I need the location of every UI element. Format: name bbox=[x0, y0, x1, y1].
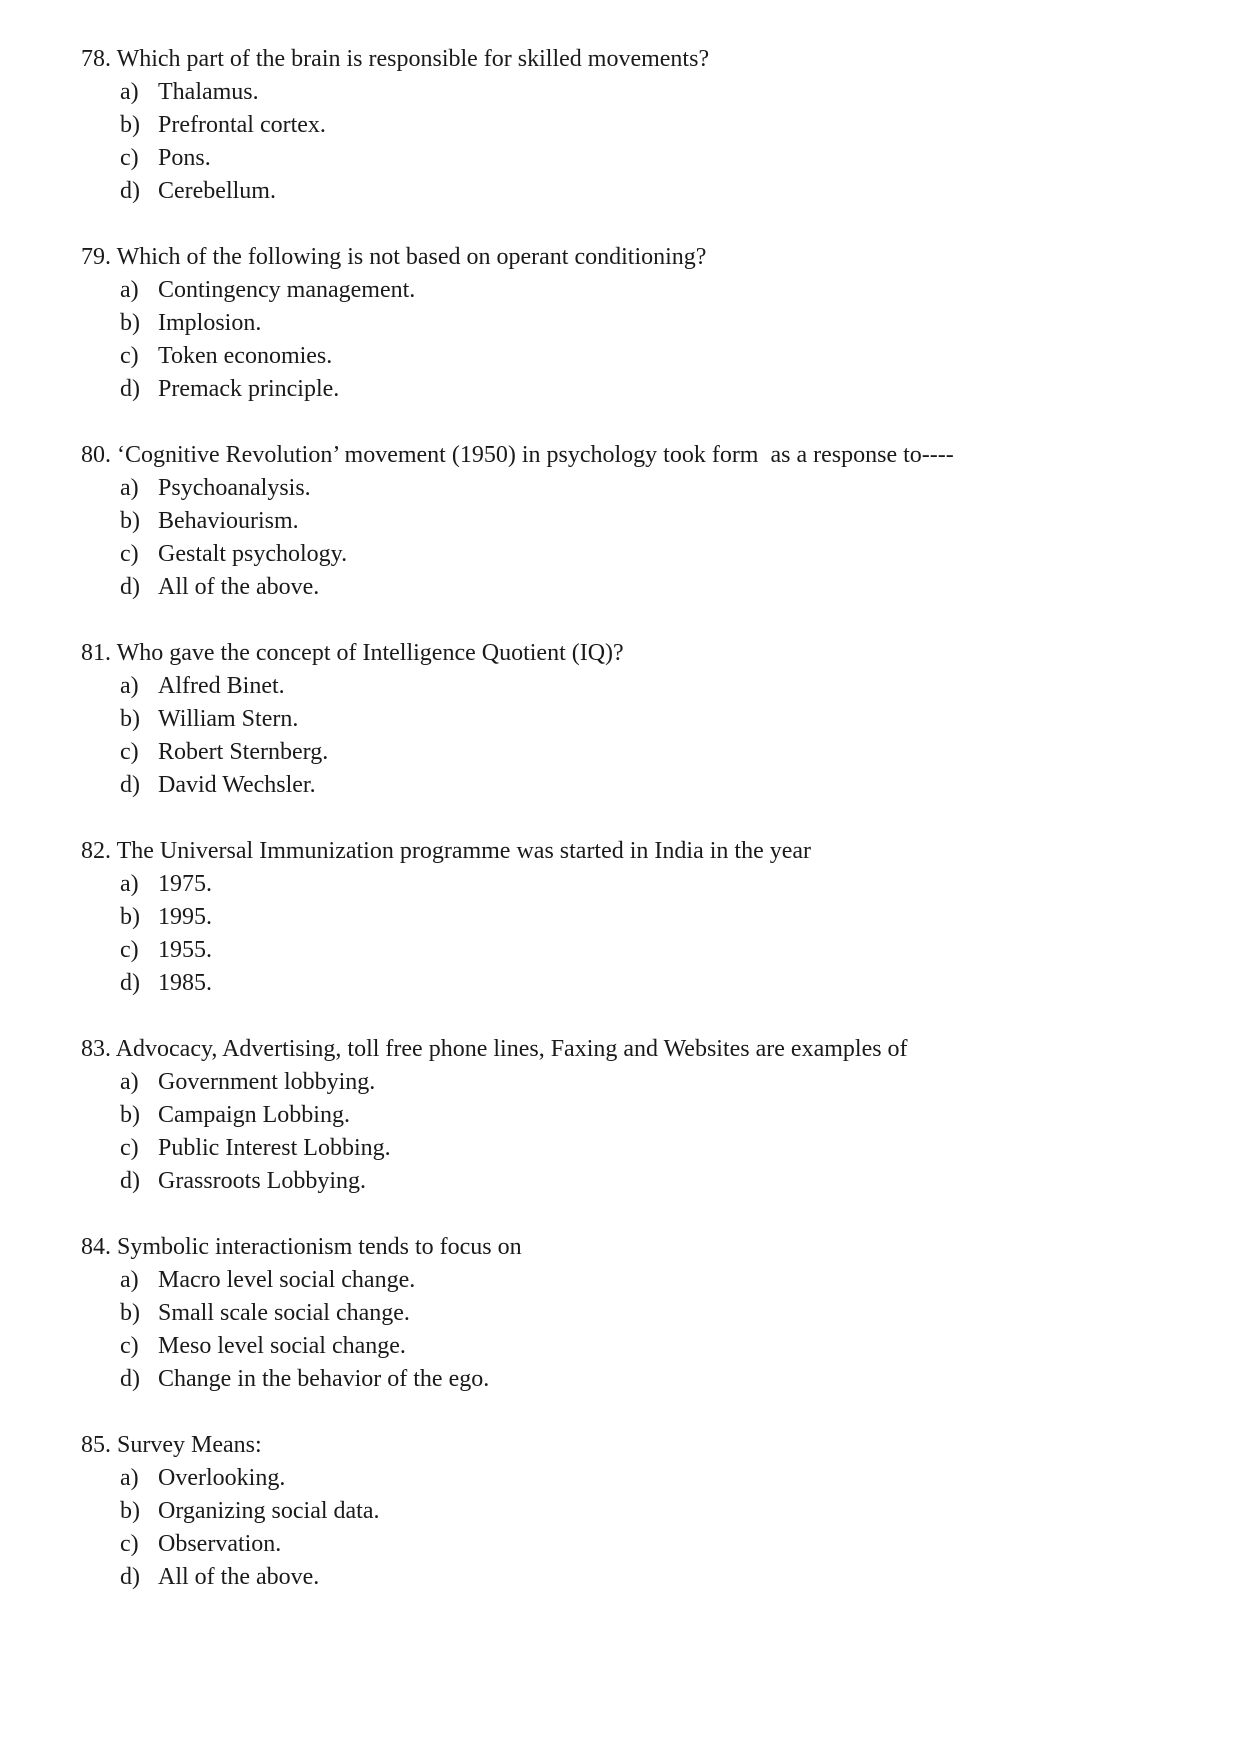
question-stem bbox=[81, 43, 1181, 76]
option-c bbox=[81, 1132, 1181, 1165]
question-83 bbox=[81, 1033, 1181, 1198]
option-letter: d) bbox=[120, 1366, 140, 1392]
question-number: 82. bbox=[81, 838, 111, 864]
option-text: 1975. bbox=[158, 871, 212, 897]
question-text: Which of the following is not based on operant conditioning? bbox=[116, 244, 707, 270]
option-d bbox=[81, 571, 1181, 604]
question-81 bbox=[81, 637, 1181, 802]
option-letter: a) bbox=[120, 1069, 139, 1095]
option-letter: c) bbox=[120, 343, 139, 369]
question-number: 81. bbox=[81, 640, 111, 666]
option-letter: a) bbox=[120, 475, 139, 501]
option-letter: a) bbox=[120, 871, 139, 897]
option-b bbox=[81, 307, 1181, 340]
option-a bbox=[81, 868, 1181, 901]
option-d bbox=[81, 1363, 1181, 1396]
question-stem bbox=[81, 835, 1181, 868]
question-84 bbox=[81, 1231, 1181, 1396]
option-text: Change in the behavior of the ego. bbox=[158, 1366, 490, 1392]
options-list bbox=[81, 868, 1181, 1000]
option-letter: d) bbox=[120, 574, 140, 600]
option-letter: a) bbox=[120, 1267, 139, 1293]
option-a bbox=[81, 1264, 1181, 1297]
option-a bbox=[81, 274, 1181, 307]
option-letter: d) bbox=[120, 970, 140, 996]
option-letter: b) bbox=[120, 310, 140, 336]
option-text: Macro level social change. bbox=[158, 1267, 416, 1293]
option-text: Psychoanalysis. bbox=[158, 475, 311, 501]
question-text: Who gave the concept of Intelligence Quotient (IQ)? bbox=[116, 640, 624, 666]
question-number: 83. bbox=[81, 1036, 111, 1062]
option-text: 1955. bbox=[158, 937, 212, 963]
option-letter: b) bbox=[120, 1498, 140, 1524]
question-85 bbox=[81, 1429, 1181, 1594]
option-letter: d) bbox=[120, 772, 140, 798]
option-letter: a) bbox=[120, 277, 139, 303]
question-80 bbox=[81, 439, 1181, 604]
option-letter: a) bbox=[120, 673, 139, 699]
option-text: Robert Sternberg. bbox=[158, 739, 329, 765]
option-b bbox=[81, 1099, 1181, 1132]
option-d bbox=[81, 1165, 1181, 1198]
option-text: Premack principle. bbox=[158, 376, 340, 402]
question-82 bbox=[81, 835, 1181, 1000]
option-c bbox=[81, 1528, 1181, 1561]
question-text: Advocacy, Advertising, toll free phone lines, Faxing and Websites are examples of bbox=[115, 1036, 908, 1062]
question-number: 79. bbox=[81, 244, 111, 270]
option-letter: a) bbox=[120, 1465, 139, 1491]
option-c bbox=[81, 1330, 1181, 1363]
option-letter: b) bbox=[120, 112, 140, 138]
question-number: 85. bbox=[81, 1432, 111, 1458]
option-letter: c) bbox=[120, 1135, 139, 1161]
question-text: ‘Cognitive Revolution’ movement (1950) in psychology took form as a response to---- bbox=[117, 442, 954, 468]
option-letter: b) bbox=[120, 706, 140, 732]
option-text: All of the above. bbox=[158, 1564, 320, 1590]
question-text: Which part of the brain is responsible for skilled movements? bbox=[116, 46, 710, 72]
question-text: The Universal Immunization programme was started in India in the year bbox=[116, 838, 812, 864]
option-letter: c) bbox=[120, 541, 139, 567]
question-number: 80. bbox=[81, 442, 111, 468]
question-stem bbox=[81, 637, 1181, 670]
question-stem bbox=[81, 439, 1181, 472]
option-text: William Stern. bbox=[158, 706, 299, 732]
option-letter: c) bbox=[120, 1531, 139, 1557]
option-c bbox=[81, 340, 1181, 373]
option-text: Campaign Lobbing. bbox=[158, 1102, 350, 1128]
option-letter: a) bbox=[120, 79, 139, 105]
option-a bbox=[81, 670, 1181, 703]
question-stem bbox=[81, 1033, 1181, 1066]
option-letter: b) bbox=[120, 508, 140, 534]
option-text: Small scale social change. bbox=[158, 1300, 410, 1326]
option-text: Observation. bbox=[158, 1531, 282, 1557]
options-list bbox=[81, 76, 1181, 208]
option-c bbox=[81, 142, 1181, 175]
option-a bbox=[81, 1066, 1181, 1099]
option-text: Alfred Binet. bbox=[158, 673, 285, 699]
options-list bbox=[81, 670, 1181, 802]
option-a bbox=[81, 1462, 1181, 1495]
option-c bbox=[81, 538, 1181, 571]
option-letter: b) bbox=[120, 904, 140, 930]
option-text: Cerebellum. bbox=[158, 178, 276, 204]
option-text: Public Interest Lobbing. bbox=[158, 1135, 391, 1161]
option-c bbox=[81, 736, 1181, 769]
option-text: Token economies. bbox=[158, 343, 333, 369]
option-text: David Wechsler. bbox=[158, 772, 316, 798]
option-a bbox=[81, 472, 1181, 505]
option-text: Pons. bbox=[158, 145, 211, 171]
options-list bbox=[81, 1264, 1181, 1396]
option-a bbox=[81, 76, 1181, 109]
option-letter: d) bbox=[120, 1564, 140, 1590]
option-letter: d) bbox=[120, 1168, 140, 1194]
question-text: Symbolic interactionism tends to focus on bbox=[117, 1234, 522, 1260]
option-b bbox=[81, 1297, 1181, 1330]
option-letter: b) bbox=[120, 1300, 140, 1326]
option-text: 1985. bbox=[158, 970, 212, 996]
option-text: Implosion. bbox=[158, 310, 262, 336]
option-text: Prefrontal cortex. bbox=[158, 112, 326, 138]
question-number: 84. bbox=[81, 1234, 111, 1260]
option-letter: d) bbox=[120, 376, 140, 402]
question-stem bbox=[81, 241, 1181, 274]
question-number: 78. bbox=[81, 46, 111, 72]
option-text: Gestalt psychology. bbox=[158, 541, 348, 567]
option-b bbox=[81, 505, 1181, 538]
question-79 bbox=[81, 241, 1181, 406]
option-letter: c) bbox=[120, 1333, 139, 1359]
option-b bbox=[81, 1495, 1181, 1528]
option-text: Contingency management. bbox=[158, 277, 416, 303]
options-list bbox=[81, 1462, 1181, 1594]
option-letter: b) bbox=[120, 1102, 140, 1128]
question-78 bbox=[81, 43, 1181, 208]
option-b bbox=[81, 901, 1181, 934]
option-d bbox=[81, 373, 1181, 406]
option-b bbox=[81, 703, 1181, 736]
options-list bbox=[81, 472, 1181, 604]
question-text: Survey Means: bbox=[117, 1432, 262, 1458]
option-text: Meso level social change. bbox=[158, 1333, 406, 1359]
option-letter: c) bbox=[120, 739, 139, 765]
option-text: All of the above. bbox=[158, 574, 320, 600]
option-text: Grassroots Lobbying. bbox=[158, 1168, 366, 1194]
option-text: Behaviourism. bbox=[158, 508, 299, 534]
option-d bbox=[81, 1561, 1181, 1594]
option-d bbox=[81, 967, 1181, 1000]
option-d bbox=[81, 175, 1181, 208]
option-text: Thalamus. bbox=[158, 79, 259, 105]
option-b bbox=[81, 109, 1181, 142]
option-letter: d) bbox=[120, 178, 140, 204]
option-letter: c) bbox=[120, 937, 139, 963]
option-text: Organizing social data. bbox=[158, 1498, 380, 1524]
option-letter: c) bbox=[120, 145, 139, 171]
option-text: 1995. bbox=[158, 904, 212, 930]
option-text: Government lobbying. bbox=[158, 1069, 376, 1095]
question-stem bbox=[81, 1231, 1181, 1264]
option-d bbox=[81, 769, 1181, 802]
option-text: Overlooking. bbox=[158, 1465, 286, 1491]
question-stem bbox=[81, 1429, 1181, 1462]
options-list bbox=[81, 274, 1181, 406]
option-c bbox=[81, 934, 1181, 967]
options-list bbox=[81, 1066, 1181, 1198]
